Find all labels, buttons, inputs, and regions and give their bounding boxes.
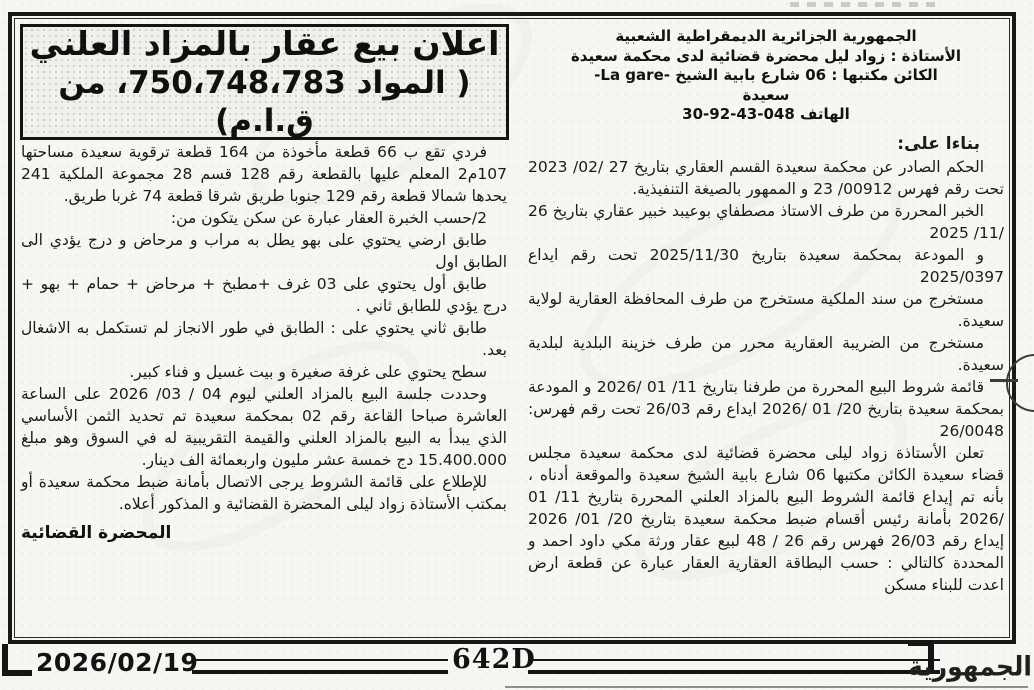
publication-date: 2026/02/19	[36, 648, 199, 677]
registration-tick-mark	[990, 379, 1018, 382]
second-floor-paragraph: طابق ثاني يحتوي على : الطابق في طور الانجاز لم تستكمل به الاشغال بعد.	[21, 319, 507, 359]
parcel-description-paragraph: فردي تقع ب 66 قطعة مأخوذة من 164 قطعة ترقوية سعيدة مساحتها 107م2 المعلم عليها بالقطعة رقم 128 قسم 28 مجموعة الملكية 241 يحدها شمالا قطعة رقم 129 جنوبا طريق شرقا قطعة 74 غربا طريق.	[21, 143, 507, 205]
ad-border-inner	[14, 18, 1010, 638]
republic-header: الجمهورية الجزائرية الديمقراطية الشعبية	[615, 27, 917, 45]
bottom-left-corner-mark	[2, 644, 32, 676]
office-city-line: سعيدة	[742, 85, 790, 104]
cropped-top-text-marks	[790, 2, 940, 7]
right-column	[528, 27, 1004, 596]
bailiff-signature: المحضرة القضائية	[21, 523, 172, 543]
ad-reference-code: 642D	[452, 644, 536, 675]
conditions-list-paragraph: قائمة شروط البيع المحررة من طرفنا بتاريخ 11/ 01 /2026 و المودعة بمحكمة سعيدة بتاريخ 20/ 01 /2026 ايداع رقم 26/03 تحت رقم فهرس: 26/0048	[528, 377, 1004, 440]
announcement-paragraph: تعلن الأستاذة زواد ليلى محضرة قضائية لدى محكمة سعيدة مجلس قضاء سعيدة الكائن مكتبها 06 شارع بابية الشيخ سعيدة والموقعة أدناه ، بأنه تم إيداع قائمة الشروط البيع بالمزاد العلني المحررة بتاريخ 11/ 01 /2026 بأمانة رئيس أقسام ضبط محكمة سعيدة بتاريخ 20/ 01/ 2026 إيداع رقم 26/03 فهرس رقم 26 / 48 لبيع عقار ورثة مكي داود احمد و المحددة كالتالي : حسب البطاقة العقارية العقار عبارة عن قطعة ارض اعدت للبناء مسكن	[528, 443, 1005, 594]
expertise-heading-paragraph: 2/حسب الخبرة العقار عبارة عن سكن يتكون من:	[170, 209, 487, 227]
newspaper-logo: الجمهورية	[908, 650, 1032, 683]
auction-session-paragraph: وحددت جلسة البيع بالمزاد العلني ليوم 04 / 03/ 2026 على الساعة العاشرة صباحا القاعة رقم 02 بمحكمة سعيدة تم تحديد الثمن الأساسي الذي يبدأ به البيع بالمزاد العلني والقيمة التقريبية له في السوق وهو مبلغ 15.400.000 دج خمسة عشر مليون واربعمائة الف دينار.	[21, 385, 507, 469]
bottom-edge-line	[505, 686, 1028, 688]
footer-divider-right	[528, 659, 940, 674]
auction-title-articles: ( المواد 750،748،783، من ق.ا.م)	[58, 65, 471, 139]
tax-extract-paragraph: مستخرج من الضريبة العقارية محرر من طرف خزينة البلدية لبلدية سعيدة.	[528, 333, 1004, 374]
auction-title: اعلان بيع عقار بالمزاد العلني	[29, 24, 500, 63]
ground-floor-paragraph: طابق ارضي يحتوي على بهو يطل به مراب و مرحاض و درج يؤدي الى الطابق اول	[21, 231, 507, 271]
left-column	[21, 141, 507, 543]
office-address-line: الكائن مكتبها : 06 شارع بابية الشيخ -La gare-	[594, 66, 938, 84]
footer-divider-left	[192, 659, 448, 674]
footer-bar	[0, 644, 1034, 690]
first-floor-paragraph: طابق أول يحتوي على 03 غرف +مطبخ + مرحاض + حمام + بهو + درج يؤدي للطابق ثاني .	[21, 275, 507, 315]
ad-border-frame	[8, 12, 1016, 644]
phone-line: الهاتف 048-43-92-30	[682, 105, 850, 123]
expertise-paragraph: الخبر المحررة من طرف الاستاذ مصطفاي بوعيبد خبير عقاري بتاريخ 26 /11/ 2025	[528, 201, 1004, 242]
ownership-extract-paragraph: مستخرج من سند الملكية مستخرج من طرف المحافظة العقارية لولاية سعيدة.	[528, 289, 1004, 330]
based-on-heading: بناءا على:	[897, 133, 980, 154]
roof-paragraph: سطح يحتوي على غرفة صغيرة و بيت غسيل و فناء كبير.	[129, 363, 487, 381]
auction-title-box	[20, 24, 509, 140]
bailiff-name-line: الأستاذة : زواد ليل محضرة قضائية لدى محكمة سعيدة	[570, 46, 962, 65]
contact-paragraph: للإطلاع على قائمة الشروط يرجى الاتصال بأمانة ضبط محكمة سعيدة أو بمكتب الأستاذة زواد ليلى المحضرة القضائية و المذكور أعلاه.	[21, 473, 507, 513]
deposit-paragraph: و المودعة بمحكمة سعيدة بتاريخ 2025/11/30 تحت رقم ايداع 2025/0397	[528, 245, 1004, 286]
judgment-paragraph: الحكم الصادر عن محكمة سعيدة القسم العقاري بتاريخ 27 /02/ 2023 تحت رقم فهرس 00912/ 23 و الممهور بالصيغة التنفيذية.	[528, 157, 1004, 198]
